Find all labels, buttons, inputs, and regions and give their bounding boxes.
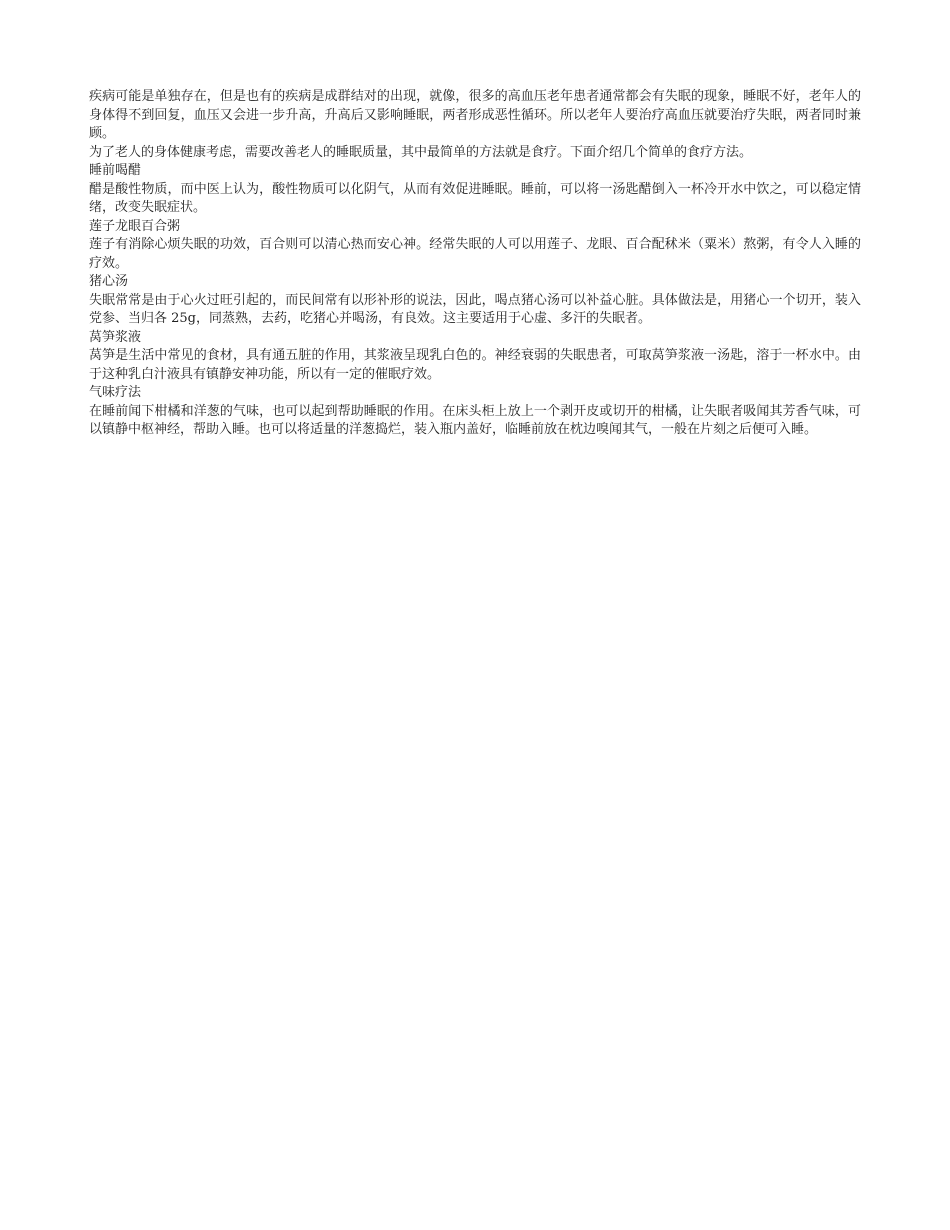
section-heading-scent-therapy: 气味疗法	[89, 385, 142, 400]
section-body-vinegar: 醋是酸性物质，而中医上认为，酸性物质可以化阴气，从而有效促进睡眠。睡前，可以将一汤匙醋倒入一杯冷开水中饮之，可以稳定情绪，改变失眠症状。	[89, 181, 861, 215]
section-body-lotus-congee: 莲子有消除心烦失眠的功效，百合则可以清心热而安心神。经常失眠的人可以用莲子、龙眼、百合配秫米（粟米）熬粥，有令人入睡的疗效。	[89, 237, 861, 271]
section-heading-lotus-congee: 莲子龙眼百合粥	[89, 218, 181, 234]
section-heading-pig-heart-soup: 猪心汤	[89, 274, 129, 289]
section-body-lettuce-juice: 莴笋是生活中常见的食材，具有通五脏的作用，其浆液呈现乳白色的。神经衰弱的失眠患者，可取莴笋浆液一汤匙，溶于一杯水中。由于这种乳白汁液具有镇静安神功能，所以有一定的催眠疗效。	[89, 348, 861, 382]
section-body-scent-therapy: 在睡前闻下柑橘和洋葱的气味，也可以起到帮助睡眠的作用。在床头柜上放上一个剥开皮或切开的柑橘，让失眠者吸闻其芳香气味，可以镇静中枢神经，帮助入睡。也可以将适量的洋葱捣烂，装入瓶内盖好，临睡前放在枕边嗅闻其气，一般在片刻之后便可入睡。	[89, 403, 861, 437]
intro-paragraph-2: 为了老人的身体健康考虑，需要改善老人的睡眠质量，其中最简单的方法就是食疗。下面介绍几个简单的食疗方法。	[89, 144, 753, 160]
section-heading-lettuce-juice: 莴笋浆液	[89, 329, 142, 345]
document-body	[89, 88, 861, 440]
section-body-pig-heart-soup: 失眠常常是由于心火过旺引起的，而民间常有以形补形的说法，因此，喝点猪心汤可以补益心脏。具体做法是，用猪心一个切开，装入党参、当归各 25g，同蒸熟，去药，吃猪心并喝汤，有良效。这主要适用于心虚、多汗的失眠者。	[89, 292, 861, 326]
section-heading-vinegar: 睡前喝醋	[89, 163, 142, 178]
intro-paragraph-1: 疾病可能是单独存在，但是也有的疾病是成群结对的出现，就像，很多的高血压老年患者通常都会有失眠的现象，睡眠不好，老年人的身体得不到回复，血压又会进一步升高，升高后又影响睡眠，两者形成恶性循环。所以老年人要治疗高血压就要治疗失眠，两者同时兼顾。	[89, 89, 861, 141]
